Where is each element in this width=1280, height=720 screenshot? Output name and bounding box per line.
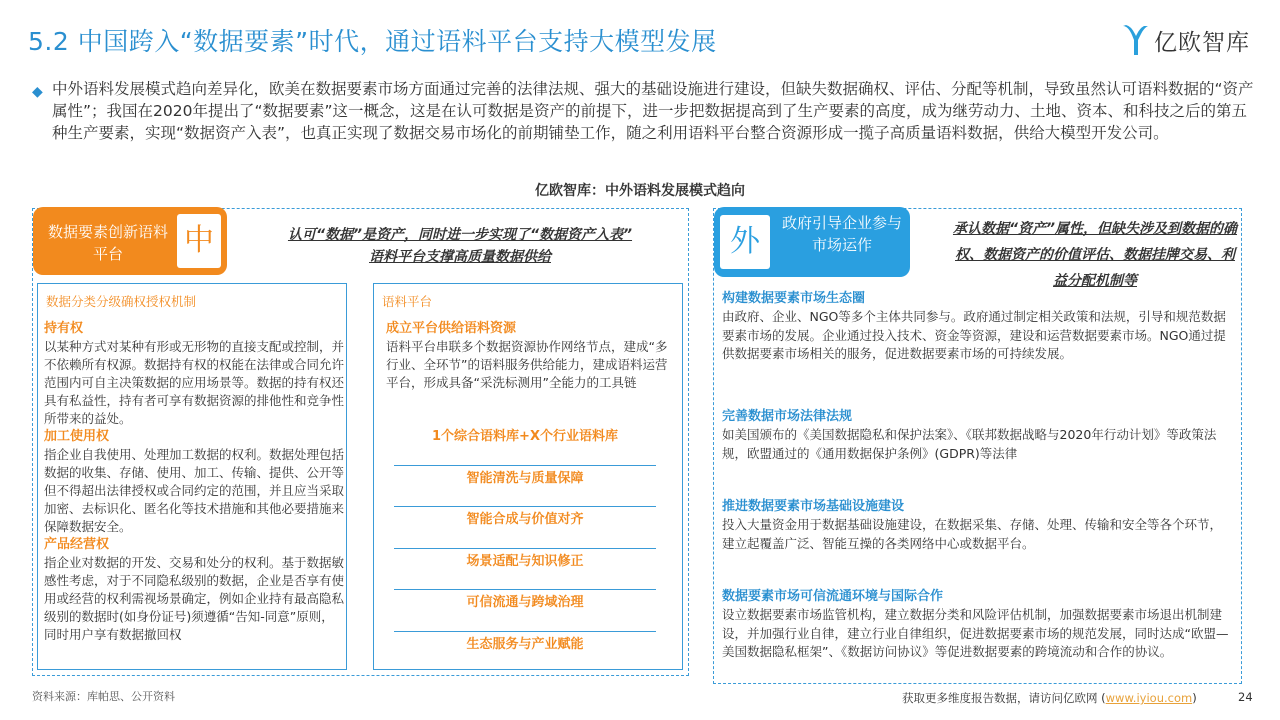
footer-cta (902, 690, 1197, 706)
platform-box (373, 283, 683, 670)
intro-text: 中外语料发展模式趋向差异化，欧美在数据要素市场方面通过完善的法律法规、强大的基础设施进行建设，但缺失数据确权、评估、分配等机制，导致虽然认可语料数据的“资产属性”；我国在2020年提出了“数据要素”这一概念，这是在认可数据是资产的前提下，进一步把数据提高到了生产要素的高度，成为继劳动力、土地、资本、和科技之后的第五种生产要素，实现“数据资产入表”，也真正实现了数据交易市场化的前期铺垫工作，随之利用语料平台整合资源形成一揽子高质量语料数据，供给大模型开发公司。 (52, 80, 1254, 142)
pipeline-item: 可信流通与跨域治理 (394, 590, 656, 632)
china-note-line1: 认可“数据”是资产，同时进一步实现了“数据资产入表” (287, 227, 633, 243)
logo-text: 亿欧智库 (1154, 29, 1250, 56)
section-body: 指企业对数据的开发、交易和处分的权利。基于数据敏感性考虑，对于不同隐私级别的数据，企业是否享有使用或经营的权利需视场景确定，例如企业持有最高隐私级别的数据时(如身份证号)须遵循“告知-同意”原则，同时用户享有数据撤回权 (44, 555, 345, 642)
cta-suffix: ) (1192, 691, 1197, 705)
brand-logo (1120, 20, 1250, 60)
rights-section (44, 428, 344, 536)
foreign-section (722, 498, 1234, 553)
pipeline-item: 智能合成与价值对齐 (394, 507, 656, 549)
section-body: 指企业自我使用、处理加工数据的权利。数据处理包括数据的收集、存储、使用、加工、传输、提供、公开等但不得超出法律授权或合同约定的范围，并且应当采取加密、去标识化、匿名化等技术措施和其他必要措施来保障数据安全。 (44, 447, 345, 534)
section-body: 由政府、企业、NGO等多个主体共同参与。政府通过制定相关政策和法规，引导和规范数据要素市场的发展。企业通过投入技术、资金等资源，建设和运营数据要素市场。NGO通过提供数据要素市场相关的服务，促进数据要素市场的可持续发展。 (722, 309, 1226, 361)
section-body: 以某种方式对某种有形或无形物的直接支配或控制，并不依赖所有权源。数据持有权的权能在法律或合同允许范围内可自主决策数据的应用场景等。数据的持有权还具有私益性，持有者可享有数据资源的排他性和竞争性所带来的益处。 (44, 339, 345, 426)
section-body: 如美国颁布的《美国数据隐私和保护法案》、《联邦数据战略与2020年行动计划》等政策法规，欧盟通过的《通用数据保护条例》(GDPR)等法律 (722, 427, 1217, 461)
section-heading: 构建数据要素市场生态圈 (722, 291, 866, 306)
foreign-badge (714, 207, 910, 277)
china-note (240, 224, 680, 268)
china-badge-char: 中 (177, 214, 221, 268)
page-number: 24 (1238, 690, 1253, 704)
intro-paragraph (32, 78, 1257, 144)
pipeline-item: 生态服务与产业赋能 (394, 632, 656, 671)
page-title: 5.2 中国跨入“数据要素”时代，通过语料平台支持大模型发展 (28, 27, 717, 56)
section-heading: 推进数据要素市场基础设施建设 (722, 499, 905, 514)
foreign-badge-label: 政府引导企业参与市场运作 (782, 214, 903, 254)
foreign-section (722, 290, 1234, 364)
platform-pipeline (394, 424, 656, 670)
rights-section (44, 320, 344, 428)
diagram-subtitle: 亿欧智库：中外语料发展模式趋向 (535, 183, 745, 199)
platform-body: 语料平台串联多个数据资源协作网络节点，建成“多行业、全环节”的语料服务供给能力，建成语料运营平台，形成具备“采洗标测用”全能力的工具链 (386, 339, 668, 390)
section-body: 设立数据要素市场监管机构，建立数据分类和风险评估机制，加强数据要素市场退出机制建设，并加强行业自律，建立行业自律组织，促进数据要素市场的规范发展，同时达成“欧盟—美国数据隐私框架”、《数据访问协议》等促进数据要素的跨境流动和合作的协议。 (722, 607, 1229, 659)
section-heading: 完善数据市场法律法规 (722, 409, 853, 424)
foreign-section (722, 588, 1234, 662)
foreign-section (722, 408, 1234, 463)
china-badge-label: 数据要素创新语料平台 (47, 223, 168, 263)
foreign-note: 承认数据“资产”属性，但缺失涉及到数据的确权、数据资产的价值评估、数据挂牌交易、利益分配机制等 (952, 221, 1238, 289)
cta-prefix: 获取更多维度报告数据，请访问亿欧网 ( (902, 691, 1106, 705)
iyiou-logo-icon (1120, 23, 1150, 57)
pipeline-item: 场景适配与知识修正 (394, 549, 656, 591)
china-note-line2: 语料平台支撑高质量数据供给 (369, 249, 551, 265)
rights-box (37, 283, 347, 670)
platform-title: 语料平台 (382, 294, 433, 309)
source-note: 资料来源：库帕思、公开资料 (32, 690, 175, 703)
section-heading: 产品经营权 (44, 537, 110, 552)
china-badge (33, 207, 227, 275)
platform-heading: 成立平台供给语料资源 (386, 321, 517, 336)
section-heading: 加工使用权 (44, 429, 110, 444)
website-link[interactable]: www.iyiou.com (1105, 691, 1193, 705)
section-body: 投入大量资金用于数据基础设施建设，在数据采集、存储、处理、传输和安全等各个环节，建立起覆盖广泛、智能互操的各类网络中心或数据平台。 (722, 517, 1223, 551)
rights-section (44, 536, 344, 644)
pipeline-item: 1个综合语料库+X个行业语料库 (394, 424, 656, 466)
diamond-icon: ◆ (32, 84, 43, 100)
section-heading: 持有权 (44, 321, 84, 336)
foreign-badge-char: 外 (720, 215, 770, 269)
rights-title: 数据分类分级确权授权机制 (46, 294, 197, 309)
section-heading: 数据要素市场可信流通环境与国际合作 (722, 589, 944, 604)
pipeline-item: 智能清洗与质量保障 (394, 466, 656, 508)
